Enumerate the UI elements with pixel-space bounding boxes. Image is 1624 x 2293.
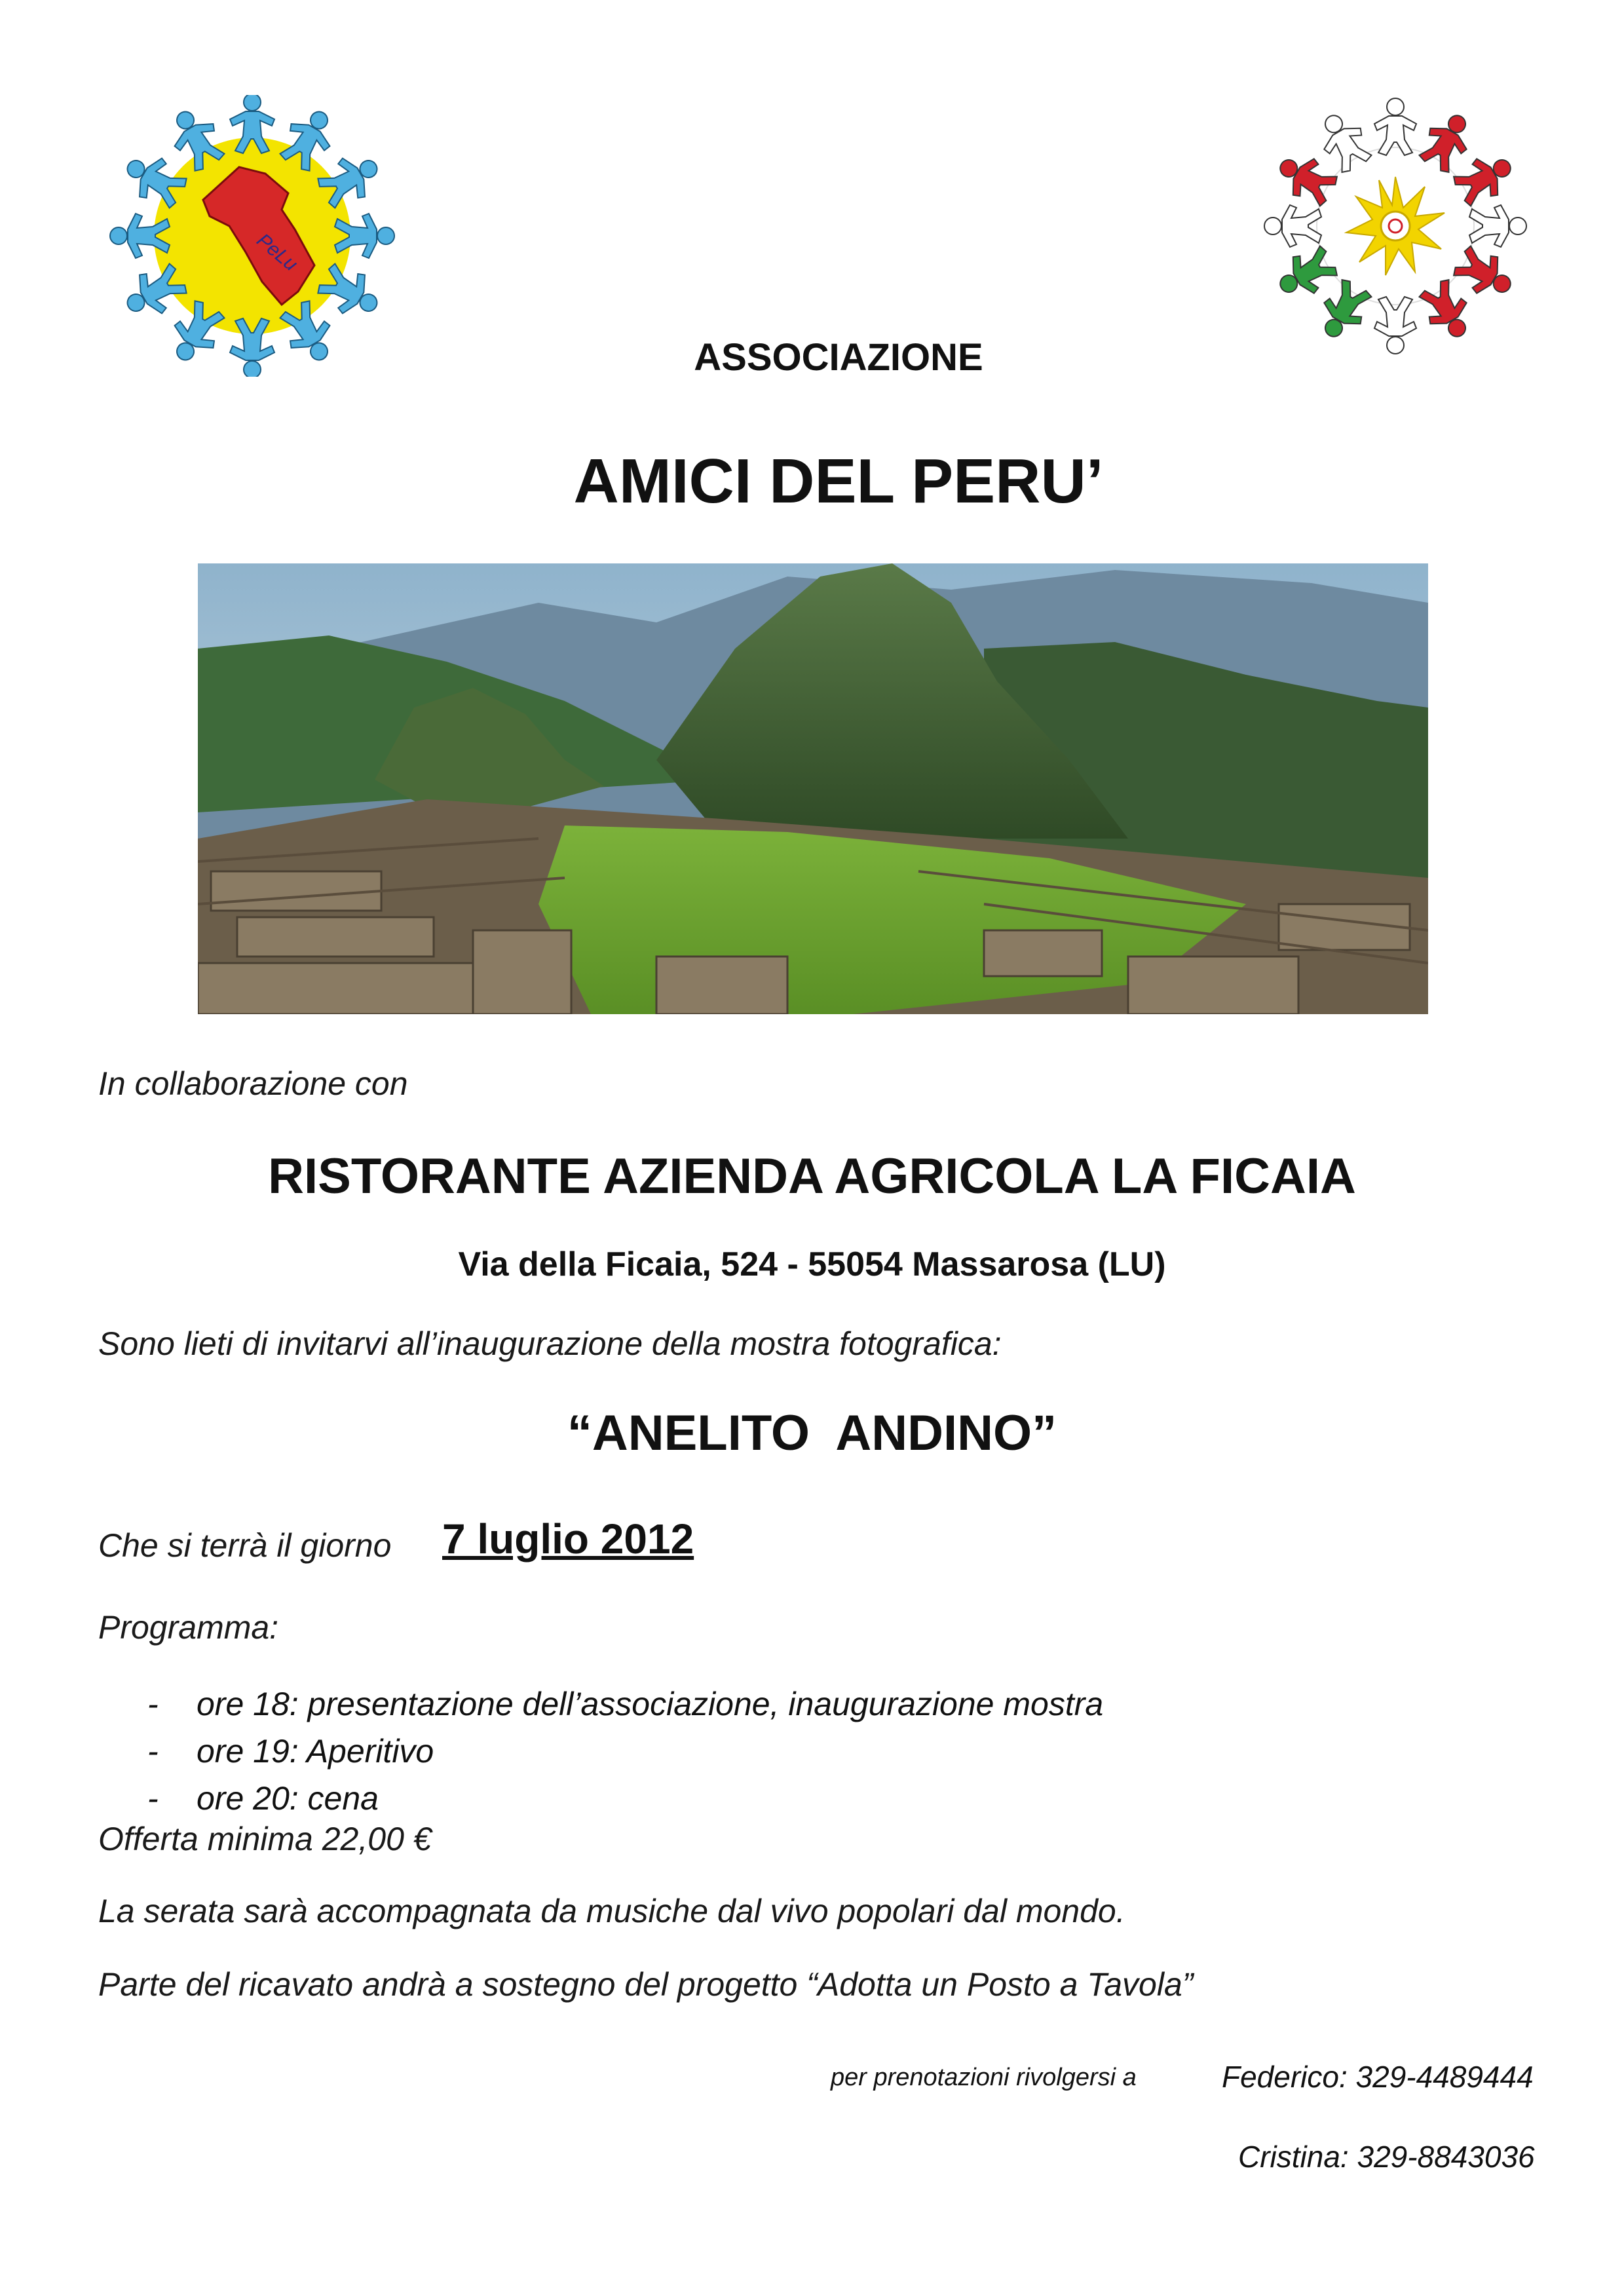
charity-note: Parte del ricavato andrà a sostegno del progetto “Adotta un Posto a Tavola”	[98, 1966, 1194, 2003]
program-item: - ore 20: cena	[147, 1780, 379, 1817]
venue-name: RISTORANTE AZIENDA AGRICOLA LA FICAIA	[268, 1148, 1356, 1204]
associazione-amici-del-peru-logo	[1258, 95, 1533, 357]
contact-federico: Federico: 329-4489444	[1222, 2060, 1534, 2094]
invite-text: Sono lieti di invitarvi all’inaugurazione della mostra fotografica:	[98, 1325, 1002, 1362]
page-title: AMICI DEL PERU’	[573, 446, 1104, 516]
venue-address: Via della Ficaia, 524 - 55054 Massarosa (LU)	[458, 1245, 1166, 1283]
music-note: La serata sarà accompagnata da musiche dal vivo popolari dal mondo.	[98, 1893, 1125, 1929]
collaboration-intro: In collaborazione con	[98, 1065, 408, 1102]
machu-picchu-photo	[198, 563, 1428, 1014]
program-item: - ore 18: presentazione dell’associazione, inaugurazione mostra	[147, 1686, 1104, 1722]
association-label: ASSOCIAZIONE	[694, 336, 983, 379]
exhibition-title: “ANELITO ANDINO”	[567, 1405, 1057, 1461]
minimum-offer: Offerta minima 22,00 €	[98, 1821, 432, 1857]
program-label: Programma:	[98, 1609, 279, 1646]
booking-label: per prenotazioni rivolgersi a	[831, 2064, 1137, 2091]
date-intro: Che si terrà il giorno	[98, 1527, 392, 1564]
program-list	[98, 1680, 1103, 1822]
program-item: - ore 19: Aperitivo	[147, 1733, 434, 1770]
event-date: 7 luglio 2012	[442, 1515, 694, 1563]
svg-text:PeLu: PeLu	[252, 229, 302, 276]
contact-cristina: Cristina: 329-8843036	[1238, 2140, 1535, 2174]
amici-peru-logo	[98, 95, 406, 377]
